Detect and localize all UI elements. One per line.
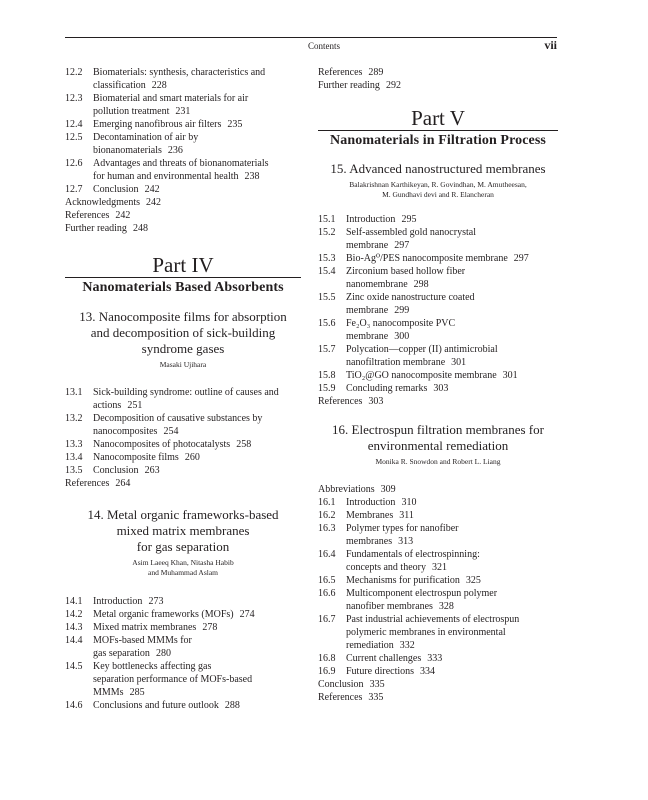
toc-entry[interactable]	[65, 621, 301, 634]
toc-entry[interactable]	[65, 477, 301, 490]
entry-title-line: References 242	[65, 210, 131, 221]
entry-title-line: MOFs-based MMMs for	[93, 635, 192, 646]
text-line: environmental remediation	[367, 438, 509, 453]
toc-entry[interactable]	[318, 317, 558, 343]
toc-entry[interactable]	[318, 678, 558, 691]
entry-title-line: Advantages and threats of bionanomaterials	[93, 158, 269, 169]
section-number: 15.1	[318, 214, 336, 225]
entry-title-line: Introduction 273	[93, 596, 164, 607]
entry-title-line: References 335	[318, 692, 384, 703]
toc-entry[interactable]	[65, 699, 301, 712]
entry-title-line: Polycation—copper (II) antimicrobial	[346, 344, 498, 355]
toc-entry[interactable]	[318, 483, 558, 496]
page-ref: 299	[394, 305, 410, 316]
entry-title-line: Concluding remarks 303	[346, 383, 449, 394]
entry-title-line: Past industrial achievements of electrospun	[346, 614, 520, 625]
toc-entry[interactable]	[318, 522, 558, 548]
toc-entry[interactable]	[318, 79, 558, 92]
text-line: syndrome gases	[141, 341, 225, 356]
section-number: 13.1	[65, 387, 83, 398]
chapter-authors	[318, 457, 558, 467]
page-ref: 236	[167, 145, 183, 156]
section-number: 16.8	[318, 653, 336, 664]
entry-title-line: Conclusion 263	[93, 465, 160, 476]
text-line: 15. Advanced nanostructured membranes	[330, 161, 546, 176]
entry-title-line: membrane 297	[346, 240, 410, 251]
entry-title-line: Introduction 310	[346, 497, 417, 508]
entry-title-line: remediation 332	[346, 640, 415, 651]
toc-entry[interactable]	[65, 608, 301, 621]
entry-title-line: Decontamination of air by	[93, 132, 199, 143]
section-number: 14.4	[65, 635, 83, 646]
entry-title-line: Future directions 334	[346, 666, 436, 677]
section-number: 12.3	[65, 93, 83, 104]
section-number: 14.3	[65, 622, 83, 633]
toc-entry[interactable]	[65, 157, 301, 183]
running-head: Contents	[307, 41, 340, 51]
toc-entry[interactable]	[318, 509, 558, 522]
page-ref: 303	[368, 396, 384, 407]
page-ref: 288	[224, 700, 240, 711]
toc-entry[interactable]	[318, 265, 558, 291]
entry-title-line: Multicomponent electrospun polymer	[346, 588, 498, 599]
section-number: 16.9	[318, 666, 336, 677]
text-line: for gas separation	[136, 539, 230, 554]
page-ref: 260	[184, 452, 200, 463]
toc-entry[interactable]	[65, 118, 301, 131]
page-ref: 280	[155, 648, 171, 659]
toc-entry[interactable]	[318, 548, 558, 574]
entry-title-line: gas separation 280	[93, 648, 171, 659]
entry-title-line: Fe₂O₃ nanocomposite PVC	[346, 318, 456, 329]
section-number: 15.9	[318, 383, 336, 394]
toc-entry[interactable]	[318, 369, 558, 382]
entry-title-line: nanofiltration membrane 301	[346, 357, 467, 368]
page-ref: 274	[239, 609, 255, 620]
entry-title-line: Decomposition of causative substances by	[93, 413, 263, 424]
entry-title-line: actions 251	[93, 400, 143, 411]
entry-title-line: Biomaterial and smart materials for air	[93, 93, 249, 104]
toc-list	[318, 213, 558, 408]
chapter-title	[318, 422, 558, 454]
text-line: Balakrishnan Karthikeyan, R. Govindhan, M. Amutheesan,	[349, 180, 527, 189]
page-ref: 248	[132, 223, 148, 234]
entry-title-line: Sick-building syndrome: outline of causes and	[93, 387, 279, 398]
toc-entry[interactable]	[318, 587, 558, 613]
page-ref: 300	[394, 331, 410, 342]
toc-entry[interactable]	[318, 226, 558, 252]
page-ref: 235	[227, 119, 243, 130]
entry-title-line: polymeric membranes in environmental	[346, 627, 506, 638]
toc-entry[interactable]	[318, 382, 558, 395]
entry-title-line: Nanocomposites of photocatalysts 258	[93, 439, 252, 450]
toc-entry[interactable]	[318, 213, 558, 226]
section-number: 13.4	[65, 452, 83, 463]
section-number: 15.8	[318, 370, 336, 381]
entry-title-line: membrane 299	[346, 305, 410, 316]
entry-title-line: membrane 300	[346, 331, 410, 342]
entry-title-line: Conclusions and future outlook 288	[93, 700, 240, 711]
page-ref: 242	[144, 184, 160, 195]
toc-entry[interactable]	[318, 652, 558, 665]
entry-title-line: nanocomposites 254	[93, 426, 179, 437]
section-number: 16.2	[318, 510, 336, 521]
toc-entry[interactable]	[65, 660, 301, 699]
entry-title-line: for human and environmental health 238	[93, 171, 260, 182]
text-line: Monika R. Snowdon and Robert L. Liang	[375, 457, 501, 466]
page-ref: 311	[399, 510, 414, 521]
toc-entry[interactable]	[65, 222, 301, 235]
left-column	[65, 66, 301, 712]
toc-entry[interactable]	[318, 691, 558, 704]
section-number: 15.6	[318, 318, 336, 329]
page-number: vii	[544, 38, 557, 52]
text-line: 13. Nanocomposite films for absorption	[79, 309, 287, 324]
toc-entry[interactable]	[65, 464, 301, 477]
entry-title-line: nanomembrane 298	[346, 279, 429, 290]
entry-title-line: Emerging nanofibrous air filters 235	[93, 119, 243, 130]
entry-title-line: References 264	[65, 478, 131, 489]
chapter-authors	[65, 360, 301, 370]
page-ref: 295	[401, 214, 417, 225]
toc-entry[interactable]	[65, 634, 301, 660]
toc-entry[interactable]	[318, 291, 558, 317]
right-column	[318, 66, 558, 704]
toc-list	[65, 386, 301, 490]
section-number: 12.4	[65, 119, 83, 130]
part-title: Part V	[411, 106, 465, 130]
chapter-authors	[318, 180, 558, 200]
entry-title-line: Fundamentals of electrospinning:	[346, 549, 480, 560]
toc-entry[interactable]	[318, 66, 558, 79]
toc-entry[interactable]	[318, 496, 558, 509]
entry-title-line: Membranes 311	[346, 510, 414, 521]
text-line: and Muhammad Aslam	[148, 568, 218, 577]
section-number: 12.5	[65, 132, 83, 143]
page-ref: 335	[368, 692, 384, 703]
entry-title-line: Introduction 295	[346, 214, 417, 225]
page-ref: 325	[465, 575, 481, 586]
toc-entry[interactable]	[65, 209, 301, 222]
entry-title-line: Abbreviations 309	[318, 484, 396, 495]
toc-entry[interactable]	[65, 131, 301, 157]
section-number: 16.1	[318, 497, 336, 508]
page-ref: 273	[148, 596, 164, 607]
entry-title-line: Nanocomposite films 260	[93, 452, 200, 463]
page-ref: 242	[115, 210, 131, 221]
entry-title-line: Conclusion 335	[318, 679, 385, 690]
entry-title-line: pollution treatment 231	[93, 106, 191, 117]
page-ref: 334	[420, 666, 436, 677]
entry-title-line: MMMs 285	[93, 687, 145, 698]
page-ref: 310	[401, 497, 417, 508]
page-ref: 333	[427, 653, 443, 664]
part-title: Part IV	[152, 253, 214, 277]
entry-title-line: Further reading 292	[318, 80, 401, 91]
toc-entry[interactable]	[65, 66, 301, 92]
entry-title-line: Acknowledgments 242	[65, 197, 161, 208]
page-ref: 328	[438, 601, 454, 612]
toc-entry[interactable]	[65, 196, 301, 209]
text-line: 16. Electrospun filtration membranes for	[332, 422, 544, 437]
text-line: mixed matrix membranes	[116, 523, 250, 538]
entry-title-line: TiO₂@GO nanocomposite membrane 301	[346, 370, 518, 381]
entry-title-line: Polymer types for nanofiber	[346, 523, 459, 534]
page-ref: 292	[385, 80, 401, 91]
section-number: 12.2	[65, 67, 83, 78]
page-ref: 335	[369, 679, 385, 690]
page-ref: 285	[129, 687, 145, 698]
toc-list	[65, 595, 301, 712]
page-ref: 254	[163, 426, 179, 437]
header-rule	[65, 37, 557, 38]
toc-entry[interactable]	[318, 343, 558, 369]
section-number: 15.5	[318, 292, 336, 303]
entry-title-line: References 289	[318, 67, 384, 78]
page-ref: 238	[244, 171, 260, 182]
section-number: 14.2	[65, 609, 83, 620]
page-ref: 251	[127, 400, 143, 411]
toc-entry[interactable]	[318, 613, 558, 652]
section-number: 16.5	[318, 575, 336, 586]
section-number: 16.6	[318, 588, 336, 599]
section-number: 16.3	[318, 523, 336, 534]
section-number: 14.5	[65, 661, 83, 672]
toc-entry[interactable]	[318, 252, 558, 265]
entry-title-line: separation performance of MOFs-based	[93, 674, 253, 685]
section-number: 13.2	[65, 413, 83, 424]
section-number: 12.6	[65, 158, 83, 169]
page-ref: 332	[399, 640, 415, 651]
page-ref: 321	[431, 562, 447, 573]
section-number: 16.7	[318, 614, 336, 625]
page-ref: 313	[398, 536, 414, 547]
entry-title-line: Biomaterials: synthesis, characteristics and	[93, 67, 266, 78]
section-number: 15.2	[318, 227, 336, 238]
page-ref: 301	[502, 370, 518, 381]
toc-list	[318, 66, 558, 92]
toc-entry[interactable]	[65, 438, 301, 451]
section-number: 13.3	[65, 439, 83, 450]
entry-title-line: Key bottlenecks affecting gas	[93, 661, 212, 672]
section-number: 15.4	[318, 266, 336, 277]
toc-entry[interactable]	[65, 595, 301, 608]
section-number: 14.1	[65, 596, 83, 607]
section-number: 14.6	[65, 700, 83, 711]
toc-entry[interactable]	[318, 395, 558, 408]
entry-title-line: bionanomaterials 236	[93, 145, 183, 156]
text-line: and decomposition of sick-building	[90, 325, 276, 340]
entry-title-line: Current challenges 333	[346, 653, 443, 664]
entry-title-line: membranes 313	[346, 536, 414, 547]
page-ref: 258	[236, 439, 252, 450]
page-ref: 297	[394, 240, 410, 251]
toc-list	[65, 66, 301, 235]
entry-title-line: nanofiber membranes 328	[346, 601, 454, 612]
page-ref: 298	[413, 279, 429, 290]
section-number: 16.4	[318, 549, 336, 560]
entry-title-line: Metal organic frameworks (MOFs) 274	[93, 609, 255, 620]
entry-title-line: Conclusion 242	[93, 184, 160, 195]
part-subtitle: Nanomaterials in Filtration Process	[330, 133, 546, 148]
toc-list	[318, 483, 558, 704]
page-ref: 242	[146, 197, 161, 208]
text-line: Masaki Ujihara	[159, 360, 207, 369]
toc-entry[interactable]	[65, 412, 301, 438]
entry-title-line: Bio-Ag⁰/PES nanocomposite membrane 297	[346, 253, 529, 264]
page-ref: 264	[115, 478, 131, 489]
entry-title-line: Zirconium based hollow fiber	[346, 266, 466, 277]
entry-title-line: Mixed matrix membranes 278	[93, 622, 218, 633]
section-number: 12.7	[65, 184, 83, 195]
chapter-title	[318, 161, 558, 177]
entry-title-line: concepts and theory 321	[346, 562, 447, 573]
page-ref: 303	[433, 383, 449, 394]
entry-title-line: References 303	[318, 396, 384, 407]
part-subtitle: Nanomaterials Based Absorbents	[82, 280, 284, 295]
page-ref: 263	[144, 465, 160, 476]
toc-entry[interactable]	[65, 451, 301, 464]
page-ref: 278	[202, 622, 218, 633]
page-ref: 231	[175, 106, 191, 117]
entry-title-line: Mechanisms for purification 325	[346, 575, 481, 586]
page-ref: 228	[151, 80, 167, 91]
toc-entry[interactable]	[65, 386, 301, 412]
toc-entry[interactable]	[318, 574, 558, 587]
toc-entry[interactable]	[65, 92, 301, 118]
entry-title-line: Zinc oxide nanostructure coated	[346, 292, 475, 303]
chapter-title	[65, 309, 301, 357]
section-number: 15.7	[318, 344, 336, 355]
page-ref: 297	[513, 253, 529, 264]
page-ref: 289	[368, 67, 384, 78]
toc-entry[interactable]	[65, 183, 301, 196]
section-number: 13.5	[65, 465, 83, 476]
text-line: 14. Metal organic frameworks-based	[87, 507, 279, 522]
entry-title-line: classification 228	[93, 80, 167, 91]
page-ref: 301	[451, 357, 467, 368]
chapter-authors	[65, 558, 301, 578]
toc-entry[interactable]	[318, 665, 558, 678]
section-number: 15.3	[318, 253, 336, 264]
text-line: Asim Laeeq Khan, Nitasha Habib	[132, 558, 234, 567]
entry-title-line: Self-assembled gold nanocrystal	[346, 227, 476, 238]
text-line: M. Gundhavi devi and R. Elancheran	[382, 190, 494, 199]
chapter-title	[65, 507, 301, 555]
page-ref: 309	[380, 484, 396, 495]
entry-title-line: Further reading 248	[65, 223, 148, 234]
